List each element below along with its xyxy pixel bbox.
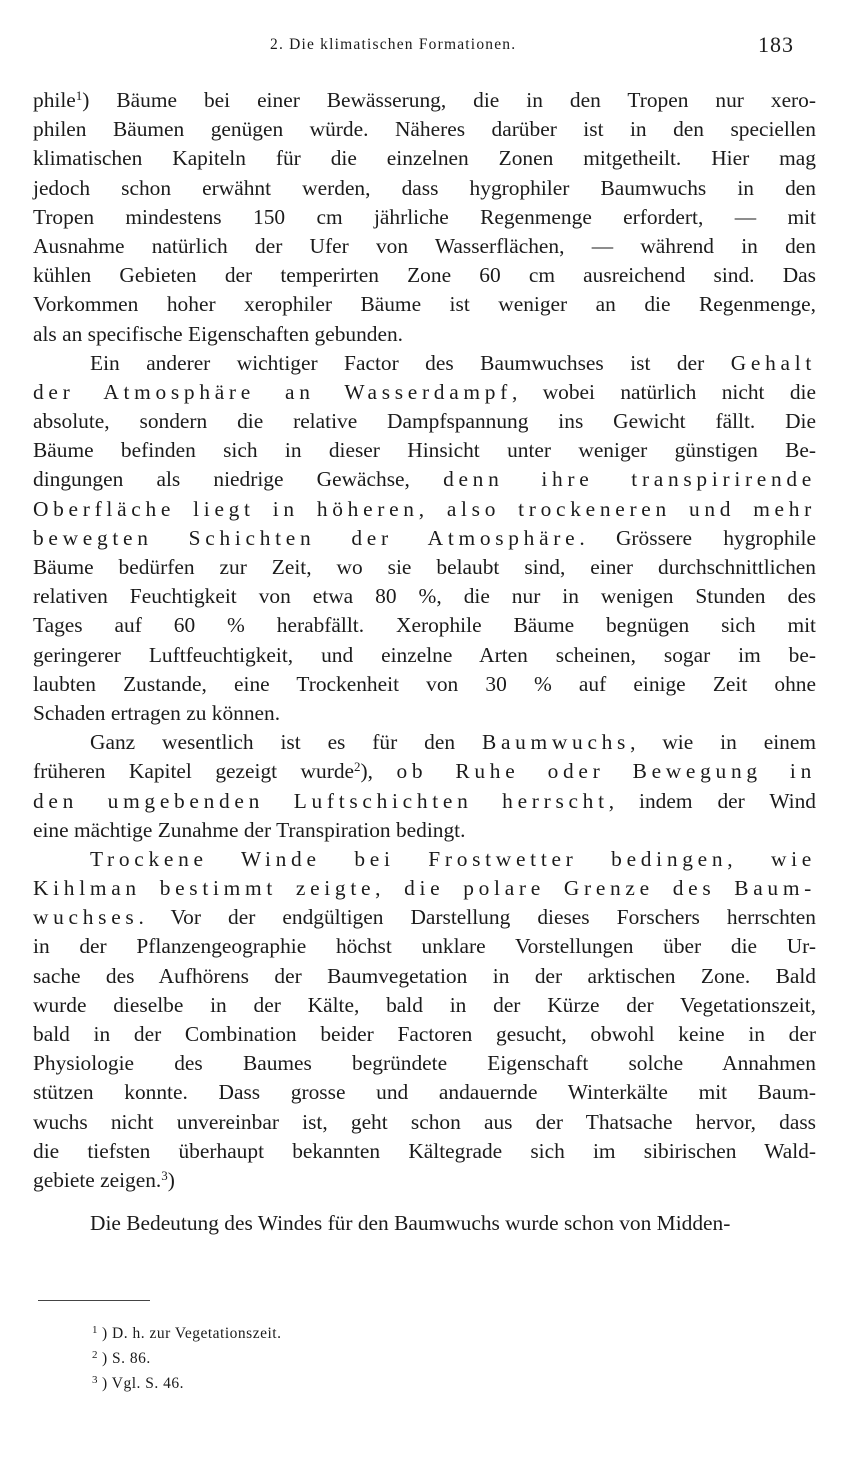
text-run: sache des Aufhörens der Baumvegetation in der arktischen Zone. Bald (33, 963, 816, 988)
text-run: Bäume befinden sich in dieser Hinsicht unter weniger günstigen Be- (33, 438, 816, 463)
page-number: 183 (758, 32, 794, 57)
spaced-emphasis: den umgebenden Luftschichten herrscht (33, 788, 609, 813)
text-run: Schaden ertragen zu können. (33, 700, 281, 725)
text-run: relativen Feuchtigkeit von etwa 80 %, die nur in wenigen Stunden des (33, 584, 816, 609)
text-run: ) (167, 1167, 175, 1192)
text-line (33, 86, 816, 115)
text-line (33, 757, 816, 786)
text-line (33, 1209, 816, 1238)
text-run: . Vor der endgültigen Darstellung dieses Forschers herrschten (138, 905, 816, 930)
body-text (33, 86, 816, 1238)
footnote-reference: 2 (354, 759, 361, 775)
text-line (33, 874, 816, 903)
text-line (33, 349, 816, 378)
text-run: stützen konnte. Dass grosse und andauernde Winterkälte mit Baum- (33, 1080, 816, 1105)
footnote-text: Vgl. S. 46. (111, 1375, 185, 1392)
text-line (33, 728, 816, 757)
spaced-emphasis: Trockene Winde bei Frostwetter bedingen, wie (90, 846, 816, 871)
paragraph-gap (33, 1195, 816, 1209)
text-line (33, 903, 816, 932)
text-line (33, 524, 816, 553)
text-run: Die Bedeutung des Windes für den Baumwuchs wurde schon von Midden- (90, 1211, 731, 1236)
footnote (92, 1318, 281, 1343)
text-line (33, 670, 816, 699)
text-line (33, 465, 816, 494)
text-line (33, 203, 816, 232)
text-line (33, 611, 816, 640)
spaced-emphasis: Oberfläche liegt in höheren, also trockeneren und mehr (33, 496, 816, 521)
text-run: ) Bäume bei einer Bewässerung, die in den Tropen nur xero- (82, 88, 816, 112)
spaced-emphasis: der Atmosphäre an Wasserdampf (33, 379, 512, 404)
text-run: gebiete zeigen. (33, 1167, 162, 1192)
text-run: Ein anderer wichtiger Factor des Baumwuchses ist der (90, 350, 731, 375)
text-run: Vorkommen hoher xerophiler Bäume ist weniger an die Regenmenge, (33, 292, 816, 317)
footnote-reference: 3 (161, 1167, 168, 1183)
paragraph (33, 86, 816, 349)
spaced-emphasis: bewegten Schichten der Atmosphäre (33, 525, 580, 550)
text-line (33, 1137, 816, 1166)
text-run: phile (33, 88, 76, 112)
footnote-text: D. h. zur Vegetationszeit. (112, 1325, 282, 1342)
footnote-mark: 1 (92, 1324, 98, 1336)
text-line (33, 261, 816, 290)
text-run: in der Pflanzengeographie höchst unklare Vorstellungen über die Ur- (33, 934, 816, 959)
paragraph (33, 845, 816, 1195)
text-line (33, 1078, 816, 1107)
footnote-text: S. 86. (112, 1350, 151, 1367)
text-run: die tiefsten überhaupt bekannten Kältegrade sich im sibirischen Wald- (33, 1138, 816, 1163)
spaced-emphasis: wuchses (33, 905, 139, 930)
text-line (33, 1108, 816, 1137)
text-run: kühlen Gebieten der temperirten Zone 60 cm ausreichend sind. Das (33, 263, 816, 288)
text-run: Tages auf 60 % herabfällt. Xerophile Bäume begnügen sich mit (33, 613, 816, 638)
text-run: Tropen mindestens 150 cm jährliche Regenmenge erfordert, — mit (33, 204, 816, 229)
running-title: 2. Die klimatischen Formationen. (270, 36, 517, 53)
text-line (33, 932, 816, 961)
text-line (33, 699, 816, 728)
spaced-emphasis: ob Ruhe oder Bewegung in (396, 759, 816, 784)
footnote-rule (38, 1300, 150, 1301)
text-run: philen Bäumen genügen würde. Näheres darüber ist in den speciellen (33, 117, 816, 142)
footnote (92, 1368, 281, 1393)
paragraph (33, 1209, 816, 1238)
text-run: eine mächtige Zunahme der Transpiration bedingt. (33, 817, 466, 842)
footnotes (92, 1318, 281, 1393)
text-line (33, 174, 816, 203)
text-run: jedoch schon erwähnt werden, dass hygrophiler Baumwuchs in den (33, 175, 816, 200)
text-run: dingungen als niedrige Gewächse, (33, 467, 444, 492)
footnote-mark: 2 (92, 1349, 98, 1361)
text-line (33, 320, 816, 349)
paragraph (33, 728, 816, 845)
spaced-emphasis: Kihlman bestimmt zeigte, die polare Grenze des Baum- (33, 876, 816, 901)
spaced-emphasis: Gehalt (730, 350, 816, 375)
text-run: Ausnahme natürlich der Ufer von Wasserflächen, — während in den (33, 233, 816, 258)
text-run: , wie in einem (630, 730, 816, 755)
footnote-mark: 3 (92, 1374, 98, 1386)
text-run: . Grössere hygrophile (579, 525, 816, 550)
footnote (92, 1343, 281, 1368)
text-run: wuchs nicht unvereinbar ist, geht schon aus der Thatsache hervor, dass (33, 1109, 816, 1134)
text-line (33, 582, 816, 611)
text-run: Physiologie des Baumes begründete Eigenschaft solche Annahmen (33, 1051, 816, 1076)
paragraph (33, 349, 816, 728)
spaced-emphasis: Baumwuchs (481, 730, 631, 755)
text-run: wurde dieselbe in der Kälte, bald in der Kürze der Vegetationszeit, (33, 992, 816, 1017)
text-run: ), (360, 759, 397, 784)
spaced-emphasis: denn ihre transpirirende (443, 467, 817, 492)
footnote-paren: ) (102, 1350, 113, 1367)
text-run: geringerer Luftfeuchtigkeit, und einzelne Arten scheinen, sogar im be- (33, 642, 816, 667)
text-line (33, 378, 816, 407)
text-line (33, 407, 816, 436)
text-line (33, 436, 816, 465)
text-line (33, 495, 816, 524)
text-run: laubten Zustande, eine Trockenheit von 30 % auf einige Zeit ohne (33, 671, 816, 696)
text-line (33, 816, 816, 845)
footnote-reference: 1 (75, 88, 83, 103)
text-run: bald in der Combination beider Factoren gesucht, obwohl keine in der (33, 1022, 816, 1046)
text-line (33, 115, 816, 144)
text-line (33, 553, 816, 582)
text-run: Bäume bedürfen zur Zeit, wo sie belaubt sind, einer durchschnittlichen (33, 555, 816, 579)
text-run: , indem der Wind (608, 788, 816, 813)
text-line (33, 1020, 816, 1049)
text-run: Ganz wesentlich ist es für den (90, 730, 482, 755)
text-line (33, 845, 816, 874)
text-line (33, 991, 816, 1020)
text-line (33, 232, 816, 261)
text-run: als an specifische Eigenschaften gebunden. (33, 321, 404, 346)
text-run: früheren Kapitel gezeigt wurde (33, 759, 355, 784)
text-line (33, 787, 816, 816)
text-run: , wobei natürlich nicht die (511, 379, 816, 404)
text-line (33, 1049, 816, 1078)
text-line (33, 144, 816, 173)
text-line (33, 1166, 816, 1195)
footnote-paren: ) (102, 1325, 113, 1342)
page-header (0, 34, 850, 64)
text-line (33, 962, 816, 991)
text-line (33, 290, 816, 319)
text-line (33, 641, 816, 670)
footnote-paren: ) (102, 1375, 112, 1392)
text-run: absolute, sondern die relative Dampfspannung ins Gewicht fällt. Die (33, 409, 816, 434)
text-run: klimatischen Kapiteln für die einzelnen Zonen mitgetheilt. Hier mag (33, 146, 816, 171)
